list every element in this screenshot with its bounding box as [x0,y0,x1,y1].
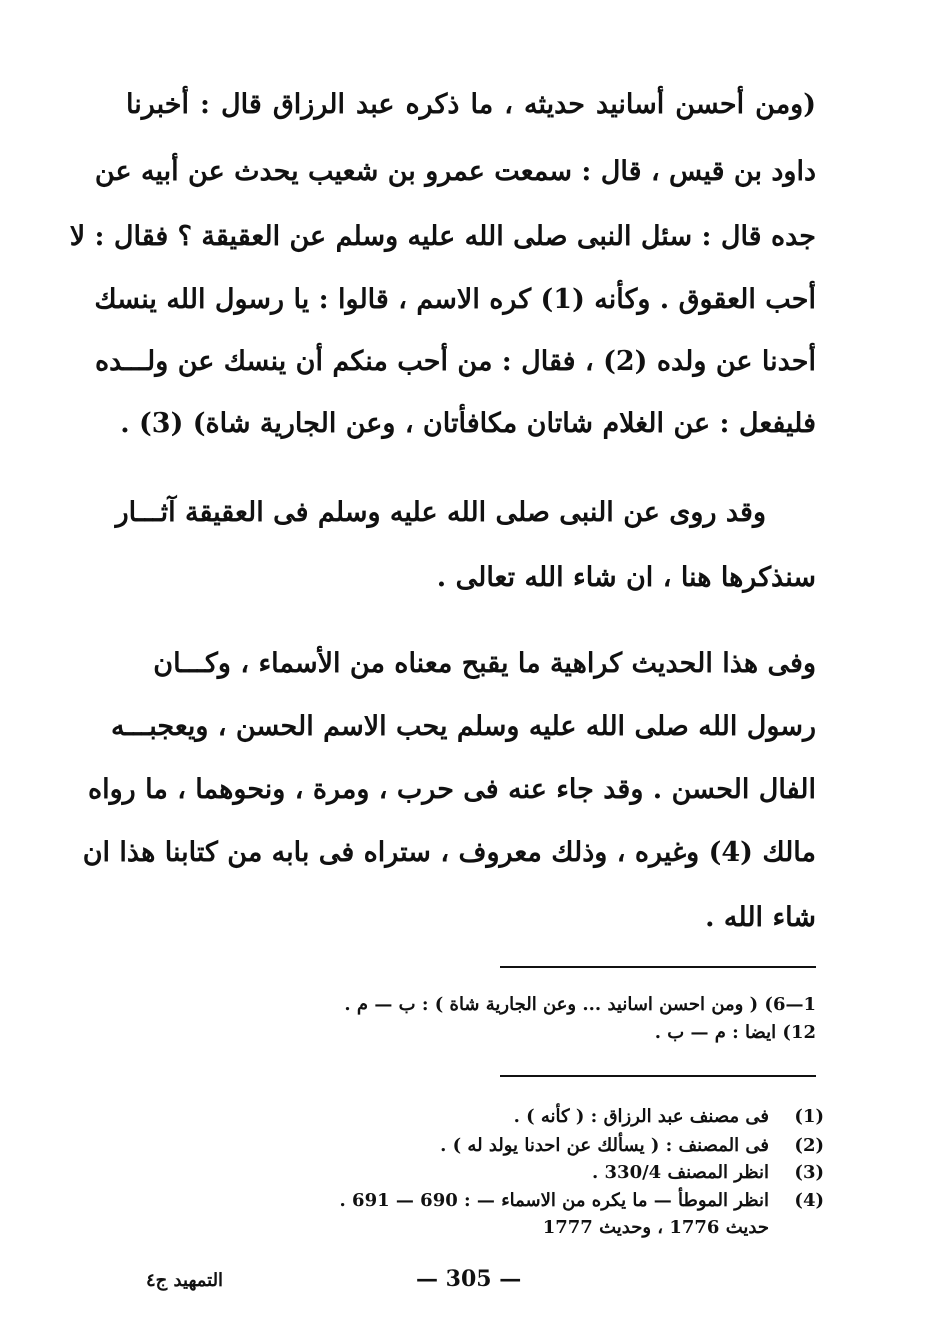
body-line-10: رسول الله صلى الله عليه وسلم يحب الاسم الحسن ، ويعجبـــه [111,711,816,742]
body-line-2: داود بن قيس ، قال : سمعت عمرو بن شعيب يحدث عن أبيه عن [94,156,816,187]
page-number: — 305 — [416,1266,522,1292]
body-line-3: جده قال : سئل النبى صلى الله عليه وسلم عن العقيقة ؟ فقال : لا [69,221,816,252]
body-line-4: أحب العقوق . وكأنه (1) كره الاسم ، قالوا : يا رسول الله ينسك [94,284,816,315]
body-line-1: (ومن أحسن أسانيد حديثه ، ما ذكره عبد الرزاق قال : أخبرنا [126,89,816,120]
body-line-9: وفى هذا الحديث كراهية ما يقبح معناه من الأسماء ، وكـــان [153,648,816,679]
variant-note-1: 1—6) ( ومن احسن اسانيد ... وعن الجارية شاة ) : ب — م . [344,994,816,1015]
footnote-text: انظر المصنف 330/4 . [591,1162,769,1183]
separator-rule [500,966,816,968]
body-line-7: وقد روى عن النبى صلى الله عليه وسلم فى العقيقة آثـــار [115,497,766,528]
footnote-number: (2) [794,1135,824,1156]
footnote-number: (4) [794,1190,824,1211]
body-line-8: سنذكرها هنا ، ان شاء الله تعالى . [436,562,816,593]
body-line-12: مالك (4) وغيره ، وذلك معروف ، ستراه فى بابه من كتابنا هذا ان [82,837,816,868]
footnote-text: انظر الموطأ — ما يكره من الاسماء — : 690 — 691 . [339,1190,769,1211]
footnote-1 [0,1105,944,1129]
footnote-4-continuation [0,1216,944,1240]
footnote-number: (3) [794,1162,824,1183]
footnote-2 [0,1134,944,1158]
footnote-text: حديث 1776 ، وحديث 1777 [542,1217,769,1238]
book-label: التمهيد ج٤ [146,1270,224,1291]
body-line-5: أحدنا عن ولده (2) ، فقال : من أحب منكم أن ينسك عن ولـــده [94,346,816,377]
footnote-text: فى المصنف : ( يسألك عن احدنا يولد له ) . [440,1135,769,1156]
footnote-number: (1) [794,1106,824,1127]
footnote-3 [0,1161,944,1185]
body-line-13: شاء الله . [705,902,816,933]
body-line-11: الفال الحسن . وقد جاء عنه فى حرب ، ومرة ، ونحوهما ، ما رواه [87,774,816,805]
body-line-6: فليفعل : عن الغلام شاتان مكافأتان ، وعن الجارية شاة) (3) . [120,408,816,439]
footnote-text: فى مصنف عبد الرزاق : ( كأنه ) . [513,1106,769,1127]
variant-note-2: 12) ايضا : م — ب . [654,1022,816,1043]
footnote-4 [0,1189,944,1213]
separator-rule [500,1075,816,1077]
